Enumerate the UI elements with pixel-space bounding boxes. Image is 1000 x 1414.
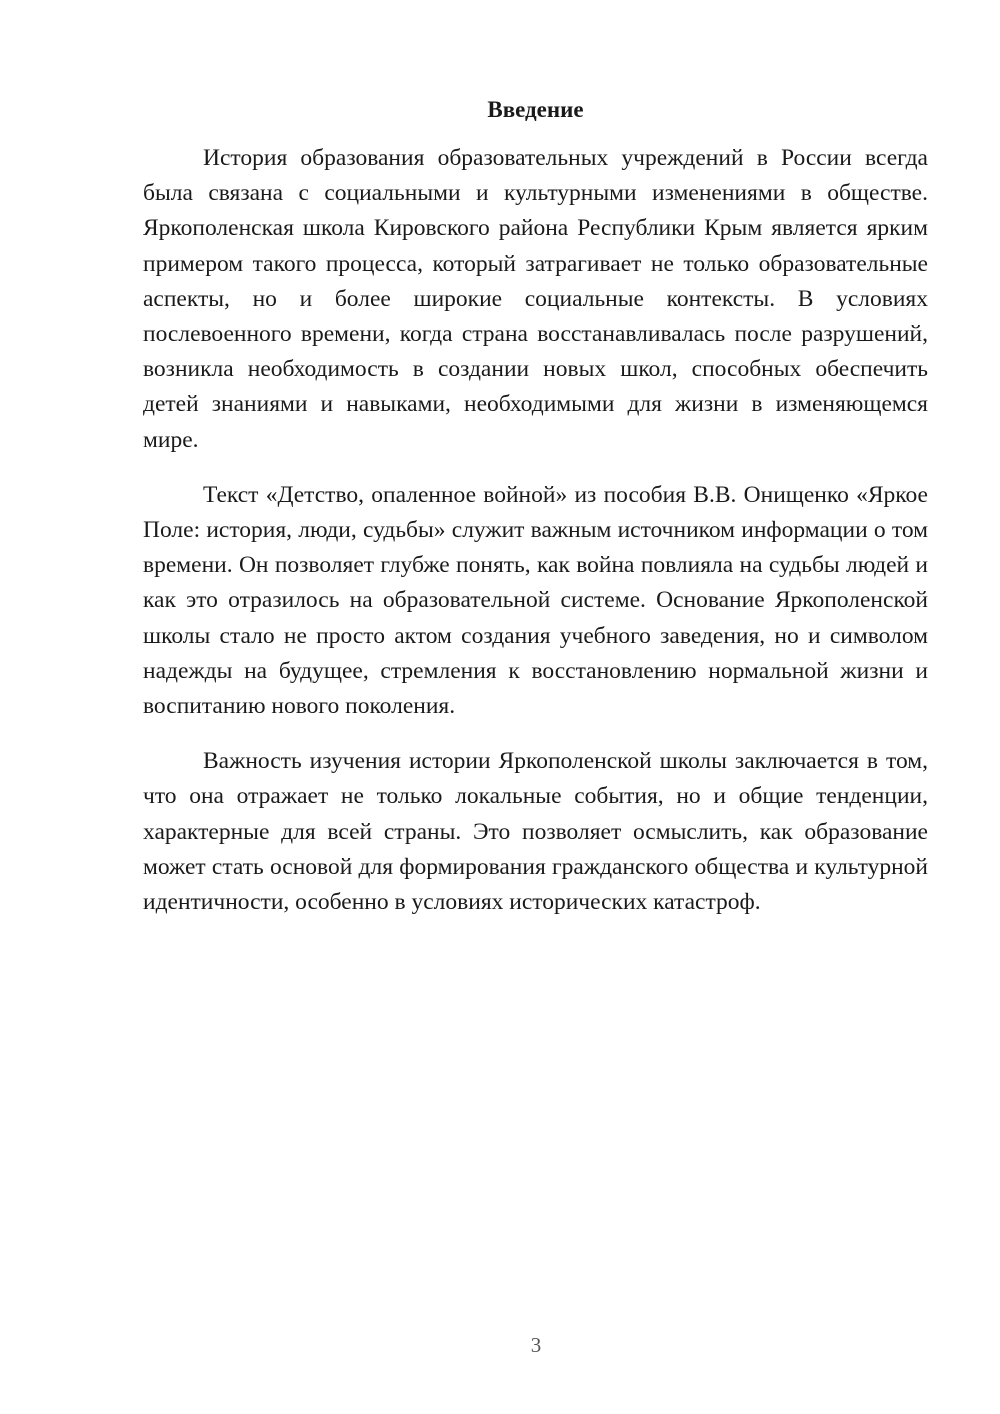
paragraph-2: Текст «Детство, опаленное войной» из пособия В.В. Онищенко «Яркое Поле: история, люди, судьбы» служит важным источником информации о том времени. Он позволяет глубже понять, как война повлияла на судьбы людей и как это отразилось на образовательной системе. Основание Яркополенской школы стало не просто актом создания учебного заведения, но и символом надежды на будущее, стремления к восстановлению нормальной жизни и воспитанию нового поколения. [143,481,928,720]
paragraph-3: Важность изучения истории Яркополенской школы заключается в том, что она отражает не только локальные события, но и общие тенденции, характерные для всей страны. Это позволяет осмыслить, как образование может стать основой для формирования гражданского общества и культурной идентичности, особенно в условиях исторических катастроф. [143,748,928,916]
page-number: 3 [530,1333,542,1357]
paragraph-1: История образования образовательных учреждений в России всегда была связана с социальными и культурными изменениями в обществе. Яркополенская школа Кировского района Республики Крым является ярким примером такого процесса, который затрагивает не только образовательные аспекты, но и более широкие социальные контексты. В условиях послевоенного времени, когда страна восстанавливалась после разрушений, возникла необходимость в создании новых школ, способных обеспечить детей знаниями и навыками, необходимыми для жизни в изменяющемся мире. [143,145,928,453]
body-text [143,141,928,940]
section-title: Введение [487,97,584,122]
